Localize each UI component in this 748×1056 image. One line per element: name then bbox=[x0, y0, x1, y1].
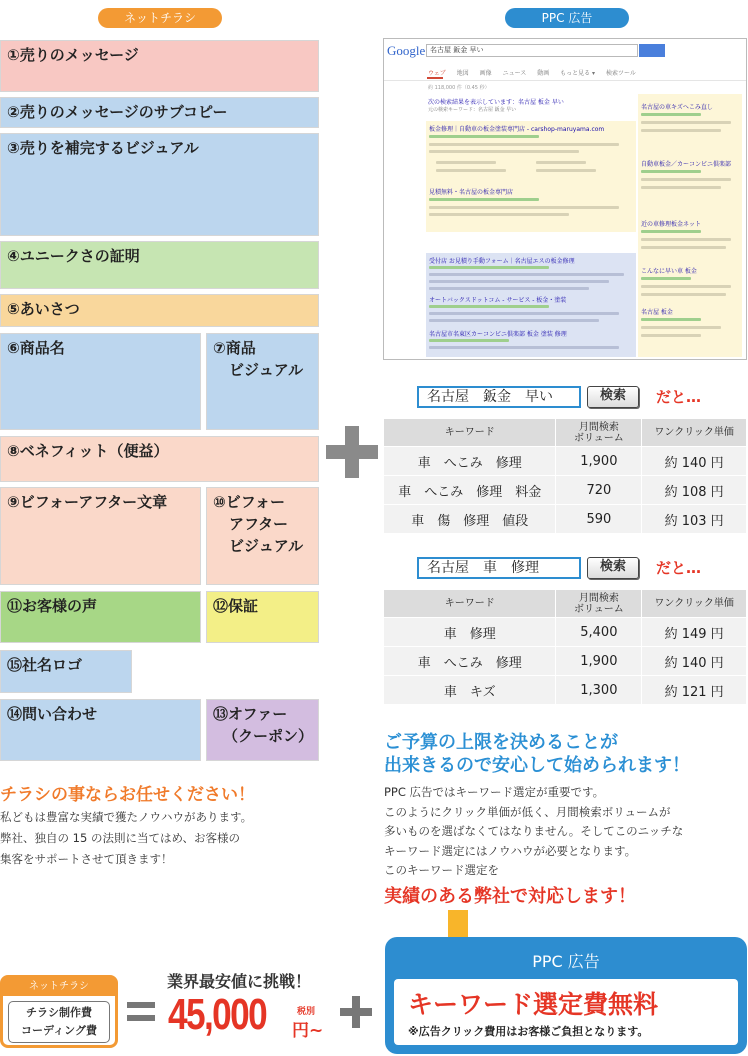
serp-tab[interactable]: 動画 bbox=[537, 70, 550, 77]
cpc-cell: 約 140 円 bbox=[642, 447, 747, 476]
serp-organic-block bbox=[426, 253, 636, 357]
volume-cell: 1,900 bbox=[556, 447, 642, 476]
block-label: （クーポン） bbox=[223, 726, 314, 745]
serp-snippet bbox=[429, 287, 589, 290]
flyer-headline: チラシの事ならお任せください！ bbox=[0, 785, 255, 805]
header-label: 月間検索 bbox=[578, 421, 619, 433]
header-label: ボリューム bbox=[574, 432, 624, 444]
search-suffix-2: だと… bbox=[656, 559, 702, 577]
serp-snippet bbox=[641, 230, 701, 233]
serp-divider bbox=[384, 80, 747, 81]
serp-ad-block bbox=[426, 121, 636, 232]
keyword-cell: 車 へこみ 修理 bbox=[384, 647, 556, 676]
serp-tab[interactable]: 地図 bbox=[456, 70, 469, 77]
serp-snippet bbox=[429, 135, 539, 138]
serp-correction[interactable]: 次の検索結果を表示しています：名古屋 板金 早い bbox=[428, 99, 564, 106]
block-product-visual bbox=[206, 333, 319, 430]
plus-small-icon bbox=[340, 996, 372, 1028]
serp-snippet bbox=[641, 178, 731, 181]
flyer-body-line: 集客をサポートさせて頂きます！ bbox=[0, 852, 173, 866]
block-label: ⑧ベネフィット（便益） bbox=[7, 442, 169, 460]
serp-snippet bbox=[641, 113, 701, 116]
table-header-volume bbox=[556, 419, 642, 447]
ppc-offer-title: PPC 広告 bbox=[532, 952, 600, 971]
serp-tab[interactable]: 検索ツール bbox=[605, 70, 636, 77]
ppc-body-line: このようにクリック単価が低く、月間検索ボリュームが bbox=[384, 804, 671, 819]
price-box bbox=[0, 975, 118, 1048]
block-label: ⑭問い合わせ bbox=[7, 705, 98, 723]
serp-result-title[interactable]: 受付店 お見積り手動フォーム｜名古屋エスの板金修理 bbox=[429, 258, 575, 265]
keyword-cell: 車 修理 bbox=[384, 618, 556, 647]
equals-icon bbox=[127, 1002, 155, 1022]
serp-snippet bbox=[641, 238, 731, 241]
serp-snippet bbox=[641, 293, 726, 296]
header-label: キーワード bbox=[444, 427, 495, 438]
search-button-label: 検索 bbox=[599, 388, 626, 403]
volume-cell: 1,900 bbox=[556, 647, 642, 676]
block-label: ⑩ビフォー bbox=[213, 493, 285, 511]
serp-snippet bbox=[429, 198, 539, 201]
block-uniqueness bbox=[0, 241, 319, 289]
block-greeting bbox=[0, 294, 319, 327]
price-box-tag: ネットチラシ bbox=[3, 978, 115, 996]
block-before-after-text bbox=[0, 487, 201, 585]
ppc-offer-note: ※広告クリック費用はお客様ご負担となります。 bbox=[408, 1025, 649, 1038]
block-label: ⑬オファー bbox=[213, 705, 288, 723]
serp-result-title[interactable]: 名古屋市名東区カーコンビニ倶楽部 板金 塗装 修理 bbox=[429, 331, 567, 338]
price-item: コーディング費 bbox=[21, 1024, 97, 1037]
serp-snippet bbox=[429, 273, 624, 276]
flyer-header-pill: ネットチラシ bbox=[98, 8, 222, 28]
serp-side-ad-title[interactable]: 近の車修理板金ネット bbox=[641, 221, 702, 228]
cpc-cell: 約 140 円 bbox=[642, 647, 747, 676]
serp-snippet bbox=[641, 186, 721, 189]
serp-screenshot bbox=[383, 38, 747, 360]
block-product-name bbox=[0, 333, 201, 430]
serp-snippet bbox=[429, 213, 569, 216]
serp-result-title[interactable]: オートバックスドットコム - サービス - 板金・塗装 bbox=[429, 297, 567, 304]
block-label: ⑨ビフォーアフター文章 bbox=[7, 493, 168, 511]
table-row bbox=[384, 647, 747, 676]
table-row bbox=[384, 676, 747, 705]
price-tax: 税別 bbox=[297, 1007, 316, 1017]
serp-side-ad-title[interactable]: こんなに早い車 板金 bbox=[641, 268, 697, 275]
volume-cell: 5,400 bbox=[556, 618, 642, 647]
ppc-emphasis: 実績のある弊社で対応します！ bbox=[384, 886, 636, 907]
block-label: ⑥商品名 bbox=[7, 339, 65, 357]
serp-tab[interactable]: 画像 bbox=[479, 70, 492, 77]
table-header-cpc bbox=[642, 590, 747, 618]
serp-search-btn[interactable] bbox=[639, 44, 665, 57]
serp-ad-title[interactable]: 板金修理｜自動車の板金塗装専門店 - carshop-maruyama.com bbox=[429, 126, 605, 133]
flyer-body-line: 弊社、独自の 15 の法則に当てはめ、お客様の bbox=[0, 831, 240, 845]
serp-search-box[interactable] bbox=[426, 44, 638, 57]
keyword-cell: 車 へこみ 修理 bbox=[384, 447, 556, 476]
ppc-body-line: PPC 広告ではキーワード選定が重要です。 bbox=[384, 785, 605, 799]
serp-tab[interactable]: もっと見る ▾ bbox=[560, 70, 596, 77]
price-item: チラシ制作費 bbox=[26, 1006, 92, 1019]
keyword-cell: 車 キズ bbox=[384, 676, 556, 705]
block-contact bbox=[0, 699, 201, 761]
header-label: ワンクリック単価 bbox=[654, 427, 734, 438]
block-label: ⑤あいさつ bbox=[7, 300, 80, 318]
search-button-1[interactable] bbox=[587, 386, 639, 408]
serp-snippet bbox=[429, 319, 599, 322]
block-label: ⑪お客様の声 bbox=[7, 597, 98, 615]
block-guarantee bbox=[206, 591, 319, 643]
header-label: ボリューム bbox=[574, 603, 624, 615]
table-header-volume bbox=[556, 590, 642, 618]
table-row bbox=[384, 618, 747, 647]
ppc-body bbox=[384, 783, 683, 881]
serp-snippet bbox=[429, 305, 549, 308]
serp-snippet bbox=[641, 277, 691, 280]
table-header-keyword bbox=[384, 590, 556, 618]
cpc-cell: 約 121 円 bbox=[642, 676, 747, 705]
block-sub-copy bbox=[0, 97, 319, 128]
flyer-body bbox=[0, 807, 252, 870]
serp-snippet bbox=[641, 121, 731, 124]
block-label: アフター bbox=[229, 514, 288, 533]
serp-logo: Google bbox=[387, 43, 426, 58]
header-label: ワンクリック単価 bbox=[654, 598, 734, 609]
ppc-body-line: キーワード選定にはノウハウが必要となります。 bbox=[384, 843, 637, 858]
table-row bbox=[384, 505, 747, 534]
search-suffix-1: だと… bbox=[656, 388, 702, 406]
serp-snippet bbox=[536, 161, 586, 164]
block-sales-message bbox=[0, 40, 319, 92]
price-box-items bbox=[8, 1001, 110, 1043]
serp-snippet bbox=[436, 161, 496, 164]
serp-side-ad-title[interactable]: 名古屋 板金 bbox=[641, 309, 673, 316]
serp-snippet bbox=[536, 169, 596, 172]
table-row bbox=[384, 476, 747, 505]
ppc-headline-line: 出来きるので安心して始められます！ bbox=[384, 755, 690, 776]
cpc-cell: 約 103 円 bbox=[642, 505, 747, 534]
ppc-header-pill: PPC 広告 bbox=[505, 8, 629, 28]
keyword-cell: 車 へこみ 修理 料金 bbox=[384, 476, 556, 505]
price-yen: 円~ bbox=[292, 1021, 324, 1041]
block-label: ビジュアル bbox=[229, 360, 304, 379]
plus-icon bbox=[326, 426, 378, 478]
search-query-text: 名古屋 鈑金 早い bbox=[427, 389, 553, 405]
ppc-offer-inner bbox=[394, 979, 738, 1045]
block-before-after-visual bbox=[206, 487, 319, 585]
ppc-headline bbox=[384, 731, 690, 777]
serp-snippet bbox=[429, 280, 609, 283]
block-label: ①売りのメッセージ bbox=[7, 46, 139, 64]
serp-snippet bbox=[641, 334, 701, 337]
challenge-text: 業界最安値に挑戦！ bbox=[167, 972, 312, 991]
volume-cell: 590 bbox=[556, 505, 642, 534]
serp-snippet bbox=[429, 206, 619, 209]
block-offer-coupon bbox=[206, 699, 319, 761]
flyer-body-line: 私どもは豊富な実績で獲たノウハウがあります。 bbox=[0, 810, 253, 824]
search-input-1[interactable] bbox=[417, 386, 581, 408]
table-header-row bbox=[384, 590, 747, 618]
search-query-text: 名古屋 車 修理 bbox=[427, 560, 539, 576]
block-label: ③売りを補完するビジュアル bbox=[7, 139, 199, 157]
table-header-keyword bbox=[384, 419, 556, 447]
table-header-cpc bbox=[642, 419, 747, 447]
keyword-cell: 車 傷 修理 値段 bbox=[384, 505, 556, 534]
block-label: ④ユニークさの証明 bbox=[7, 247, 140, 265]
serp-snippet bbox=[641, 246, 726, 249]
volume-cell: 1,300 bbox=[556, 676, 642, 705]
serp-tab-underline bbox=[427, 77, 443, 79]
search-input-2[interactable] bbox=[417, 557, 581, 579]
serp-snippet bbox=[429, 143, 619, 146]
serp-snippet bbox=[641, 326, 721, 329]
serp-ad-title[interactable]: 見積無料・名古屋の板金専門店 bbox=[429, 189, 514, 196]
block-customer-voice bbox=[0, 591, 201, 643]
cpc-cell: 約 149 円 bbox=[642, 618, 747, 647]
block-benefit bbox=[0, 436, 319, 482]
ppc-offer-main: キーワード選定費無料 bbox=[408, 990, 659, 1019]
serp-snippet bbox=[429, 312, 619, 315]
cpc-cell: 約 108 円 bbox=[642, 476, 747, 505]
header-label: 月間検索 bbox=[578, 592, 619, 604]
serp-tabs bbox=[428, 68, 636, 77]
serp-result-count: 約 118,000 件（0.45 秒） bbox=[428, 85, 490, 91]
block-support-visual bbox=[0, 133, 319, 236]
ppc-offer-box bbox=[385, 937, 747, 1054]
serp-snippet bbox=[641, 170, 701, 173]
header-label: キーワード bbox=[444, 598, 495, 609]
serp-snippet bbox=[429, 266, 549, 269]
volume-cell: 720 bbox=[556, 476, 642, 505]
block-company-logo bbox=[0, 650, 132, 693]
serp-tab[interactable]: ニュース bbox=[502, 70, 527, 77]
table-row bbox=[384, 447, 747, 476]
keyword-table-1 bbox=[383, 418, 747, 534]
serp-snippet bbox=[429, 339, 509, 342]
serp-snippet bbox=[641, 129, 721, 132]
block-label: ②売りのメッセージのサブコピー bbox=[7, 103, 228, 121]
serp-side-ads bbox=[638, 94, 742, 357]
block-label: ⑫保証 bbox=[213, 597, 259, 615]
serp-snippet bbox=[641, 318, 701, 321]
search-button-2[interactable] bbox=[587, 557, 639, 579]
table-header-row bbox=[384, 419, 747, 447]
ppc-headline-line: ご予算の上限を決めることが bbox=[384, 732, 618, 753]
price-amount: 45,000 bbox=[168, 990, 267, 1039]
block-label: ⑮社名ロゴ bbox=[7, 656, 83, 674]
serp-snippet bbox=[436, 169, 506, 172]
serp-side-ad-title[interactable]: 自動車板金／カーコンビニ倶楽部 bbox=[641, 161, 732, 168]
serp-query-text: 名古屋 鈑金 早い bbox=[430, 46, 484, 54]
serp-snippet bbox=[641, 285, 731, 288]
serp-tab[interactable]: ウェブ bbox=[428, 70, 446, 77]
keyword-table-2 bbox=[383, 589, 747, 705]
serp-original[interactable]: 元の検索キーワード：名古屋 鈑金 早い bbox=[428, 107, 517, 113]
ppc-body-line: 多いものを選ばなくてはなりません。そしてこのニッチな bbox=[384, 824, 684, 838]
block-label: ビジュアル bbox=[229, 536, 304, 555]
ppc-body-line: このキーワード選定を bbox=[384, 863, 499, 877]
block-label: ⑦商品 bbox=[213, 339, 256, 357]
serp-side-ad-title[interactable]: 名古屋の車キズへこみ直し bbox=[641, 104, 713, 111]
search-button-label: 検索 bbox=[599, 559, 626, 574]
serp-snippet bbox=[429, 346, 619, 349]
serp-snippet bbox=[429, 150, 579, 153]
